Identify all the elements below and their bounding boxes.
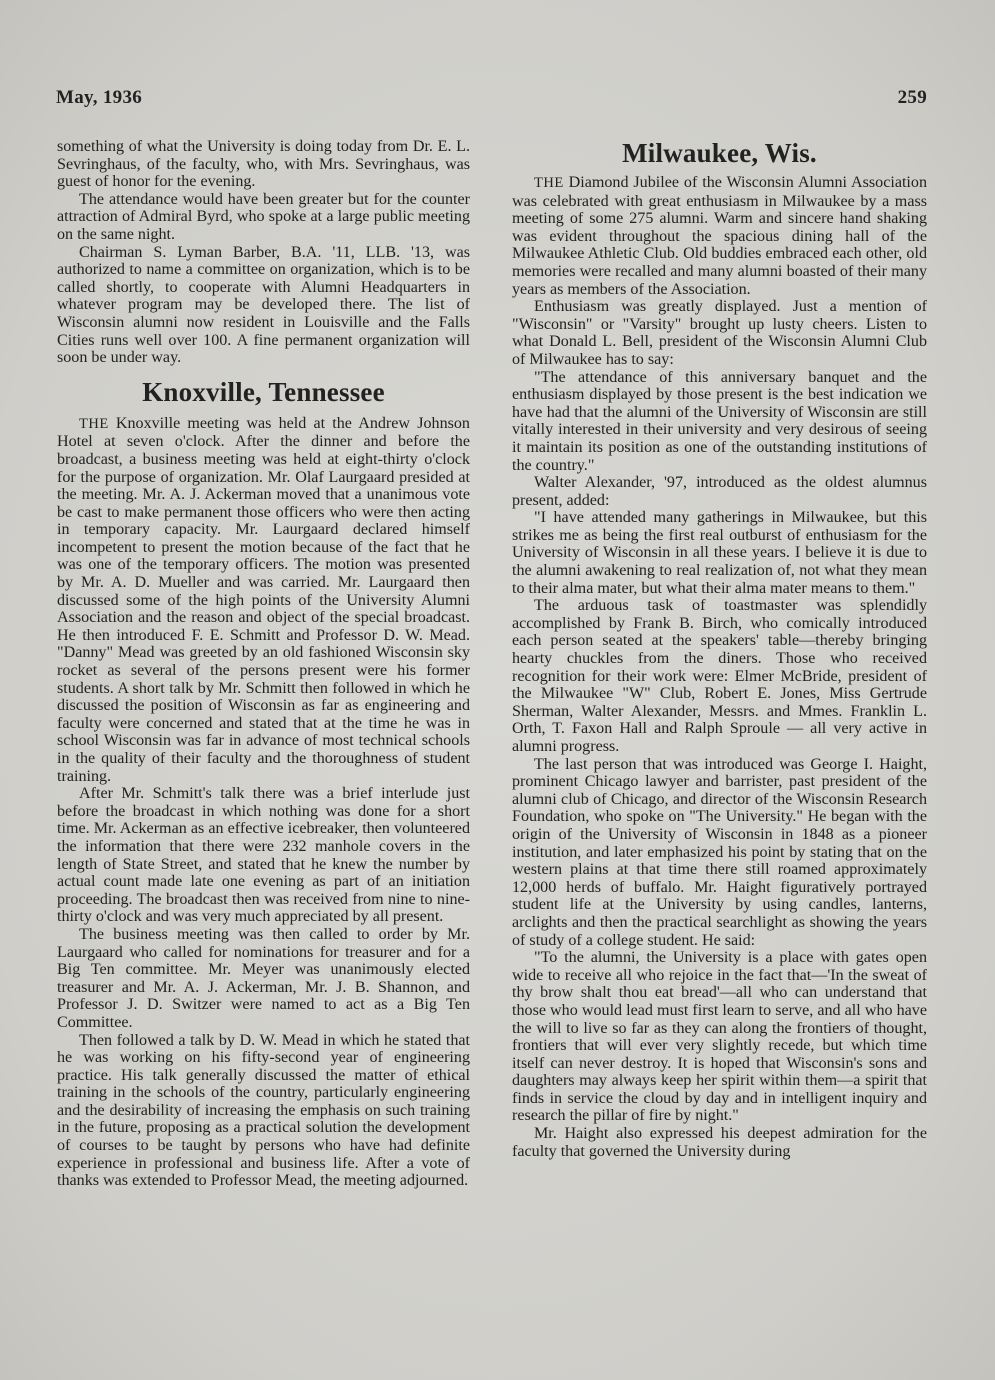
- knoxville-paragraph-2: After Mr. Schmitt's talk there was a brief interlude just before the broadcast in which nothing was done for a short time. Mr. Ackerman as an effective icebreaker, then volunteered the information that there were 232 manhole covers in the length of State Street, and stated that he knew the number by actual count made late one evening as part of an initiation proceeding. The broadcast then was received from nine to nine-thirty o'clock and was very much appreciated by all present.: [57, 785, 470, 926]
- milwaukee-paragraph-2: Enthusiasm was greatly displayed. Just a mention of "Wisconsin" or "Varsity" brought up lusty cheers. Listen to what Donald L. Bell, president of the Wisconsin Alumni Club of Milwaukee has to say:: [512, 298, 927, 368]
- knoxville-paragraph-3: The business meeting was then called to order by Mr. Laurgaard who called for nominations for treasurer and for a Big Ten committee. Mr. Meyer was unanimously elected treasurer and Mr. A. J. Ackerman, Mr. J. B. Shannon, and Professor J. D. Switzer were named to act as a Big Ten Committee.: [57, 925, 470, 1031]
- milwaukee-paragraph-8: "To the alumni, the University is a place with gates open wide to receive all who rejoice in the fact that—'In the sweat of thy brow shalt thou eat bread'—all who can understand that those who would lead must first learn to serve, and all who have the will to live so far as they can along the frontiers of thought, frontiers that will ever very slightly recede, but which time itself can never destroy. It is hoped that Wisconsin's sons and daughters may always keep her spirit within them—a spirit that finds in service the cloud by day and in intelligent inquiry and research the pillar of fire by night.": [512, 949, 927, 1125]
- page-number: 259: [897, 87, 927, 108]
- knoxville-lead-word: THE: [79, 415, 109, 432]
- right-column: [512, 138, 927, 1160]
- knoxville-paragraph-1: [57, 415, 470, 785]
- milwaukee-paragraph-6: The arduous task of toastmaster was splendidly accomplished by Frank B. Birch, who comically introduced each person seated at the speakers' table—thereby bringing hearty chuckles from the diners. Those who received recognition for their work were: Elmer McBride, president of the Milwaukee "W" Club, Robert E. Jones, Miss Gertrude Sherman, Walter Alexander, Messrs. and Mmes. Franklin L. Orth, T. Faxon Hall and Ralph Sproule — all very active in alumni progress.: [512, 597, 927, 755]
- louisville-chairman-paragraph: Chairman S. Lyman Barber, B.A. '11, LLB. '13, was authorized to name a committee on organization, which is to be called shortly, to cooperate with Alumni Headquarters in whatever program may be developed there. The list of Wisconsin alumni now resident in Louisville and the Falls Cities runs well over 100. A fine permanent organization will soon be under way.: [57, 243, 470, 367]
- knoxville-paragraph-1-text: Knoxville meeting was held at the Andrew Johnson Hotel at seven o'clock. After the dinner and before the broadcast, a business meeting was held at eight-thirty o'clock for the purpose of organization. Mr. Olaf Laurgaard presided at the meeting. Mr. A. J. Ackerman moved that a unanimous vote be cast to make permanent those officers who were then acting in temporary capacity. Mr. Laurgaard declared himself incompetent to present the motion because of the fact that he was one of the temporary officers. The motion was presented by Mr. A. D. Mueller and was carried. Mr. Laurgaard then discussed some of the high points of the University Alumni Association and the reason and object of the special broadcast. He then introduced F. E. Schmitt and Professor D. W. Mead. "Danny" Mead was greeted by an old fashioned Wisconsin sky rocket as several of the persons present were his former students. A short talk by Mr. Schmitt then followed in which he discussed the position of Wisconsin as far as engineering and faculty were concerned and stated that at the time he was in school Wisconsin was far in advance of most technical schools in the quality of their faculty and the thoroughness of student training.: [57, 414, 470, 785]
- left-column: [57, 138, 470, 1190]
- knoxville-paragraph-4: Then followed a talk by D. W. Mead in which he stated that he was working on his fifty-second year of engineering practice. His talk generally discussed the matter of ethical training in the schools of the country, particularly engineering and the desirability of increasing the emphasis on such training in the future, proposing as a practical solution the development of courses to be taught by persons who have had definite experience in professional and business life. After a vote of thanks was extended to Professor Mead, the meeting adjourned.: [57, 1031, 470, 1190]
- milwaukee-paragraph-3: "The attendance of this anniversary banquet and the enthusiasm displayed by those present is the best indication we have had that the alumni of the University of Wisconsin are still vitally interested in their university and very desirous of seeing it maintain its position as one of the outstanding institutions of the country.": [512, 368, 927, 474]
- milwaukee-paragraph-1: [512, 174, 927, 298]
- page-date: May, 1936: [56, 87, 143, 108]
- louisville-attendance-paragraph: The attendance would have been greater but for the counter attraction of Admiral Byrd, who spoke at a large public meeting on the same night.: [57, 190, 470, 243]
- milwaukee-paragraph-5: "I have attended many gatherings in Milwaukee, but this strikes me as being the first real outburst of enthusiasm for the University of Wisconsin in all these years. I believe it is due to the alumni awakening to real realization of, not what they mean to their alma mater, but what their alma mater means to them.": [512, 509, 927, 597]
- milwaukee-lead-word: THE: [534, 175, 564, 191]
- knoxville-heading: Knoxville, Tennessee: [142, 376, 385, 407]
- milwaukee-heading: Milwaukee, Wis.: [622, 138, 817, 168]
- milwaukee-paragraph-9: Mr. Haight also expressed his deepest admiration for the faculty that governed the University during: [512, 1125, 927, 1160]
- louisville-continued-paragraph: something of what the University is doing today from Dr. E. L. Sevringhaus, of the faculty, who, with Mrs. Sevringhaus, was guest of honor for the evening.: [57, 138, 470, 191]
- milwaukee-paragraph-4: Walter Alexander, '97, introduced as the oldest alumnus present, added:: [512, 474, 927, 509]
- milwaukee-paragraph-1-text: Diamond Jubilee of the Wisconsin Alumni Association was celebrated with great enthusiasm in Milwaukee by a mass meeting of some 275 alumni. Warm and sincere hand shaking was evident throughout the spacious dining hall of the Milwaukee Athletic Club. Old buddies embraced each other, old memories were recalled and many alumni boasted of their many years as members of the Association.: [512, 174, 927, 298]
- milwaukee-paragraph-7: The last person that was introduced was George I. Haight, prominent Chicago lawyer and barrister, past president of the alumni club of Chicago, and director of the Wisconsin Research Foundation, who spoke on "The University." He began with the origin of the University of Wisconsin in 1848 as a pioneer institution, and later emphasized his point by stating that on the western plains at that time there still roamed approximately 12,000 herds of buffalo. Mr. Haight figuratively portrayed student life at the University by using candles, lanterns, arclights and then the practical searchlight as showing the years of study of a college student. He said:: [512, 755, 927, 949]
